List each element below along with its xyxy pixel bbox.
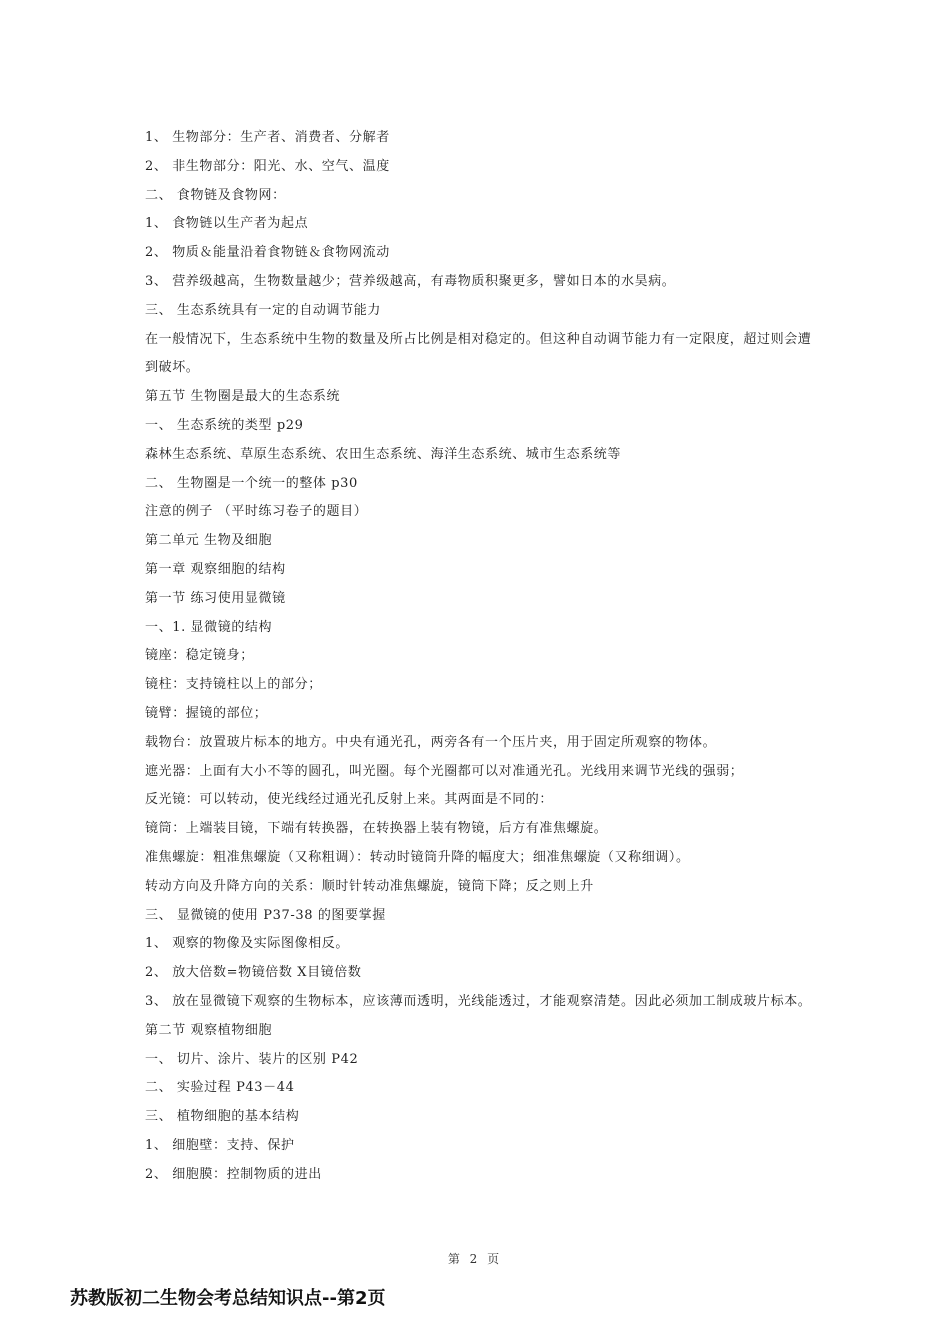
footer-title: 苏教版初二生物会考总结知识点--第2页 <box>70 1288 386 1309</box>
text-line: 转动方向及升降方向的关系：顺时针转动准焦螺旋，镜筒下降；反之则上升 <box>145 878 594 894</box>
text-line: 1、 观察的物像及实际图像相反。 <box>145 936 350 952</box>
text-line: 镜臂：握镜的部位； <box>145 705 268 721</box>
section-heading: 二、 食物链及食物网： <box>145 187 286 203</box>
text-line: 森林生态系统、草原生态系统、农田生态系统、海洋生态系统、城市生态系统等 <box>145 446 622 462</box>
text-line: 1、 细胞壁：支持、保护 <box>145 1137 295 1153</box>
paragraph: 在一般情况下，生态系统中生物的数量及所占比例是相对稳定的。但这种自动调节能力有一定限度，超过则会遭到破坏。 <box>145 331 812 376</box>
unit-heading: 第二单元 生物及细胞 <box>145 533 273 549</box>
text-line: 镜座：稳定镜身； <box>145 648 254 664</box>
section-heading: 第五节 生物圈是最大的生态系统 <box>145 389 341 405</box>
text-line: 2、 非生物部分：阳光、水、空气、温度 <box>145 158 390 174</box>
section-heading: 一、 切片、涂片、装片的区别 P42 <box>145 1051 359 1067</box>
text-line: 3、 营养级越高，生物数量越少；营养级越高，有毒物质积聚更多，譬如日本的水昊病。 <box>145 273 676 289</box>
text-line: 镜筒：上端装目镜，下端有转换器，在转换器上装有物镜，后方有准焦螺旋。 <box>145 821 608 837</box>
text-line: 反光镜：可以转动，使光线经过通光孔反射上来。其两面是不同的： <box>145 792 554 808</box>
text-line: 遮光器：上面有大小不等的圆孔，叫光圈。每个光圈都可以对准通光孔。光线用来调节光线的强弱； <box>145 763 744 779</box>
section-heading: 二、 实验过程 P43－44 <box>145 1080 295 1096</box>
text-line: 2、 物质＆能量沿着食物链＆食物网流动 <box>145 245 390 261</box>
chapter-heading: 第一章 观察细胞的结构 <box>145 561 286 577</box>
text-line: 1、 食物链以生产者为起点 <box>145 216 309 232</box>
section-heading: 三、 生态系统具有一定的自动调节能力 <box>145 302 381 318</box>
section-heading: 第一节 练习使用显微镜 <box>145 590 286 606</box>
text-line: 注意的例子 （平时练习卷子的题目） <box>145 504 368 520</box>
section-heading: 第二节 观察植物细胞 <box>145 1022 273 1038</box>
text-line: 2、 放大倍数=物镜倍数 X目镜倍数 <box>145 965 362 981</box>
text-line: 1、 生物部分：生产者、消费者、分解者 <box>145 130 390 145</box>
paragraph: 3、 放在显微镜下观察的生物标本，应该薄而透明，光线能透过，才能观察清楚。因此必须加工制成玻片标本。 <box>145 993 812 1009</box>
page-number: 第 2 页 <box>447 1252 503 1266</box>
section-heading: 三、 显微镜的使用 P37-38 的图要掌握 <box>145 907 386 923</box>
text-line: 镜柱：支持镜柱以上的部分； <box>145 677 322 693</box>
section-heading: 二、 生物圈是一个统一的整体 p30 <box>145 475 358 491</box>
text-line: 2、 细胞膜：控制物质的进出 <box>145 1166 322 1182</box>
section-heading: 一、1. 显微镜的结构 <box>145 619 273 635</box>
text-line: 载物台：放置玻片标本的地方。中央有通光孔，两旁各有一个压片夹，用于固定所观察的物体。 <box>145 734 717 750</box>
document-body <box>145 124 815 1189</box>
section-heading: 三、 植物细胞的基本结构 <box>145 1109 300 1125</box>
text-line: 准焦螺旋：粗准焦螺旋（又称粗调）：转动时镜筒升降的幅度大；细准焦螺旋（又称细调）。 <box>145 849 690 865</box>
section-heading: 一、 生态系统的类型 p29 <box>145 417 304 433</box>
